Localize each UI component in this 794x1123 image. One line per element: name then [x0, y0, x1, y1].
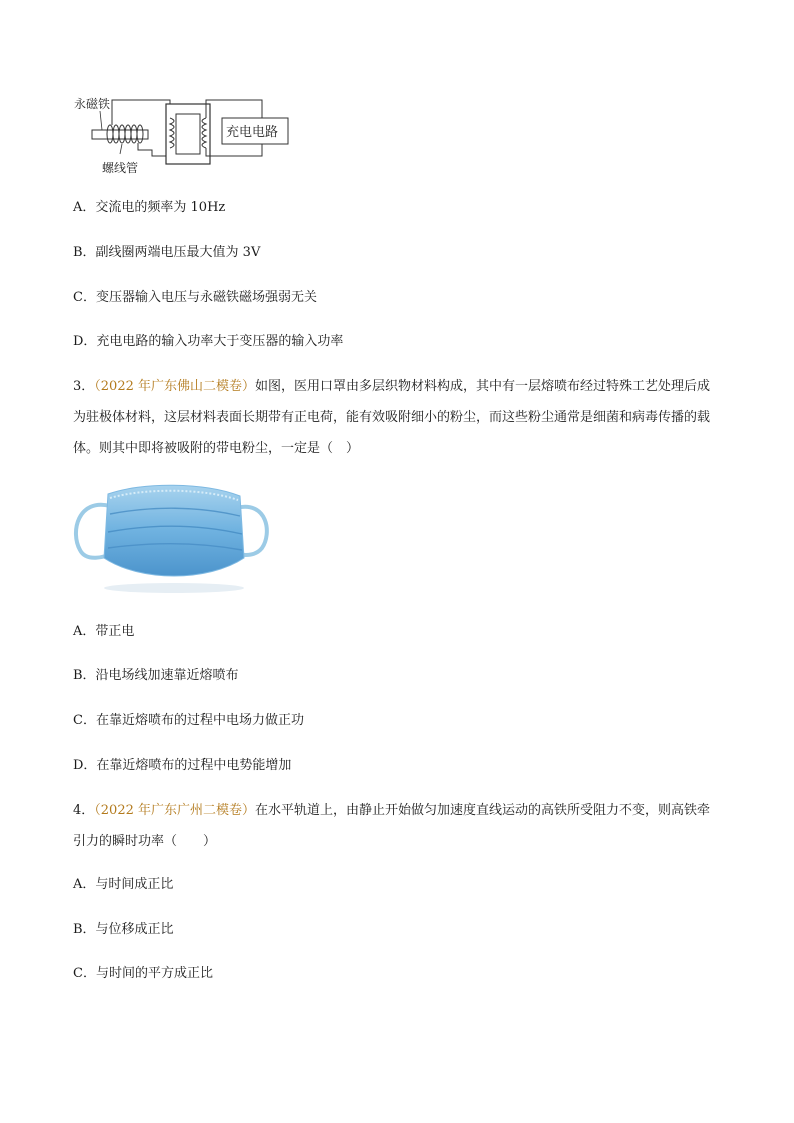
magnet-bar [92, 130, 148, 139]
q4-source: （2022 年广东广州二模卷） [94, 803, 255, 818]
q3-option-a: A．带正电 [73, 624, 135, 639]
q2-option-a: A．交流电的频率为 10Hz [73, 200, 226, 215]
q3-option-b: B．沿电场线加速靠近熔喷布 [73, 668, 239, 683]
q3-source: （2022 年广东佛山二模卷） [94, 379, 255, 394]
q3-option-c: C．在靠近熔喷布的过程中电场力做正功 [73, 713, 304, 728]
q3-stem [73, 371, 721, 464]
q3-option-d: D．在靠近熔喷布的过程中电势能增加 [73, 758, 292, 773]
face-mask-image [72, 476, 272, 598]
q2-option-d: D．充电电路的输入功率大于变压器的输入功率 [73, 334, 344, 349]
magnet-label: 永磁铁 [74, 97, 111, 111]
charging-circuit-label: 充电电路 [226, 125, 279, 140]
q2-option-b: B．副线圈两端电压最大值为 3V [73, 245, 261, 260]
q4-number: 4． [73, 803, 95, 818]
q4-stem [73, 795, 721, 857]
q3-number: 3． [73, 379, 95, 394]
solenoid-label: 螺线管 [102, 161, 139, 175]
q4-text: 在水平轨道上，由静止开始做匀加速度直线运动的高铁所受阻力不变，则高铁牵引力的瞬时功率（ ） [73, 803, 711, 849]
transformer-core [166, 104, 210, 164]
q4-option-b: B．与位移成正比 [73, 922, 174, 937]
q3-text: 如图，医用口罩由多层织物材料构成，其中有一层熔喷布经过特殊工艺处理后成为驻极体材料，这层材料表面长期带有正电荷，能有效吸附细小的粉尘，而这些粉尘通常是细菌和病毒传播的载体。则其中即将被吸附的带电粉尘，一定是（ ） [73, 379, 711, 456]
q4-option-a: A．与时间成正比 [73, 877, 174, 892]
q4-option-c: C．与时间的平方成正比 [73, 966, 213, 981]
q2-option-c: C．变压器输入电压与永磁铁磁场强弱无关 [73, 290, 317, 305]
transformer-diagram [72, 92, 292, 178]
